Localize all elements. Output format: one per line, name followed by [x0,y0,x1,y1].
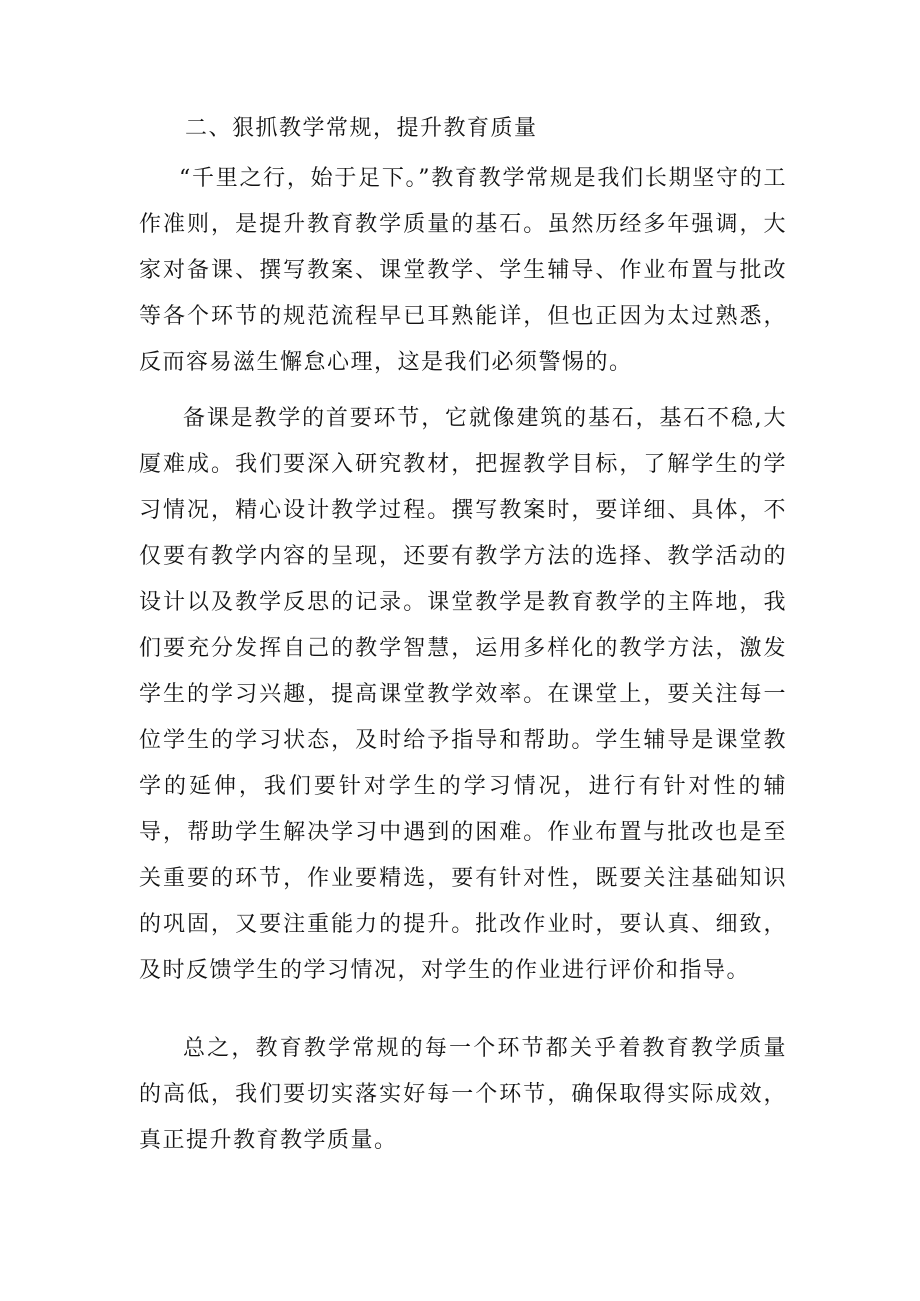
paragraph-2-text: 备课是教学的首要环节，它就像建筑的基石，基石不稳,大厦难成。我们要深入研究教材，把握教学目标，了解学生的学习情况，精心设计教学过程。撰写教案时，要详细、具体，不仅要有教学内容的呈现，还要有教学方法的选择、教学活动的设计以及教学反思的记录。课堂教学是教育教学的主阵地，我们要充分发挥自己的教学智慧，运用多样化的教学方法，激发学生的学习兴趣，提高课堂教学效率。在课堂上，要关注每一位学生的学习状态，及时给予指导和帮助。学生辅导是课堂教学的延伸，我们要针对学生的学习情况，进行有针对性的辅导，帮助学生解决学习中遇到的困难。作业布置与批改也是至关重要的环节，作业要精选，要有针对性，既要关注基础知识的巩固，又要注重能力的提升。批改作业时，要认真、细致，及时反馈学生的学习情况，对学生的作业进行评价和指导。 [139,406,787,983]
paragraph-1 [139,156,787,386]
paragraph-3 [139,1026,787,1164]
section-heading [139,106,787,152]
paragraph-3-text: 总之，教育教学常规的每一个环节都关乎着教育教学质量的高低，我们要切实落实好每一个环节，确保取得实际成效，真正提升教育教学质量。 [139,1036,787,1153]
paragraph-1-text: “千里之行，始于足下。”教育教学常规是我们长期坚守的工作准则，是提升教育教学质量的基石。虽然历经多年强调，大家对备课、撰写教案、课堂教学、学生辅导、作业布置与批改等各个环节的规范流程早已耳熟能详，但也正因为太过熟悉，反而容易滋生懈怠心理，这是我们必须警惕的。 [139,166,787,375]
paragraph-2 [139,396,787,994]
section-heading-text: 二、狠抓教学常规，提升教育质量 [185,116,538,141]
